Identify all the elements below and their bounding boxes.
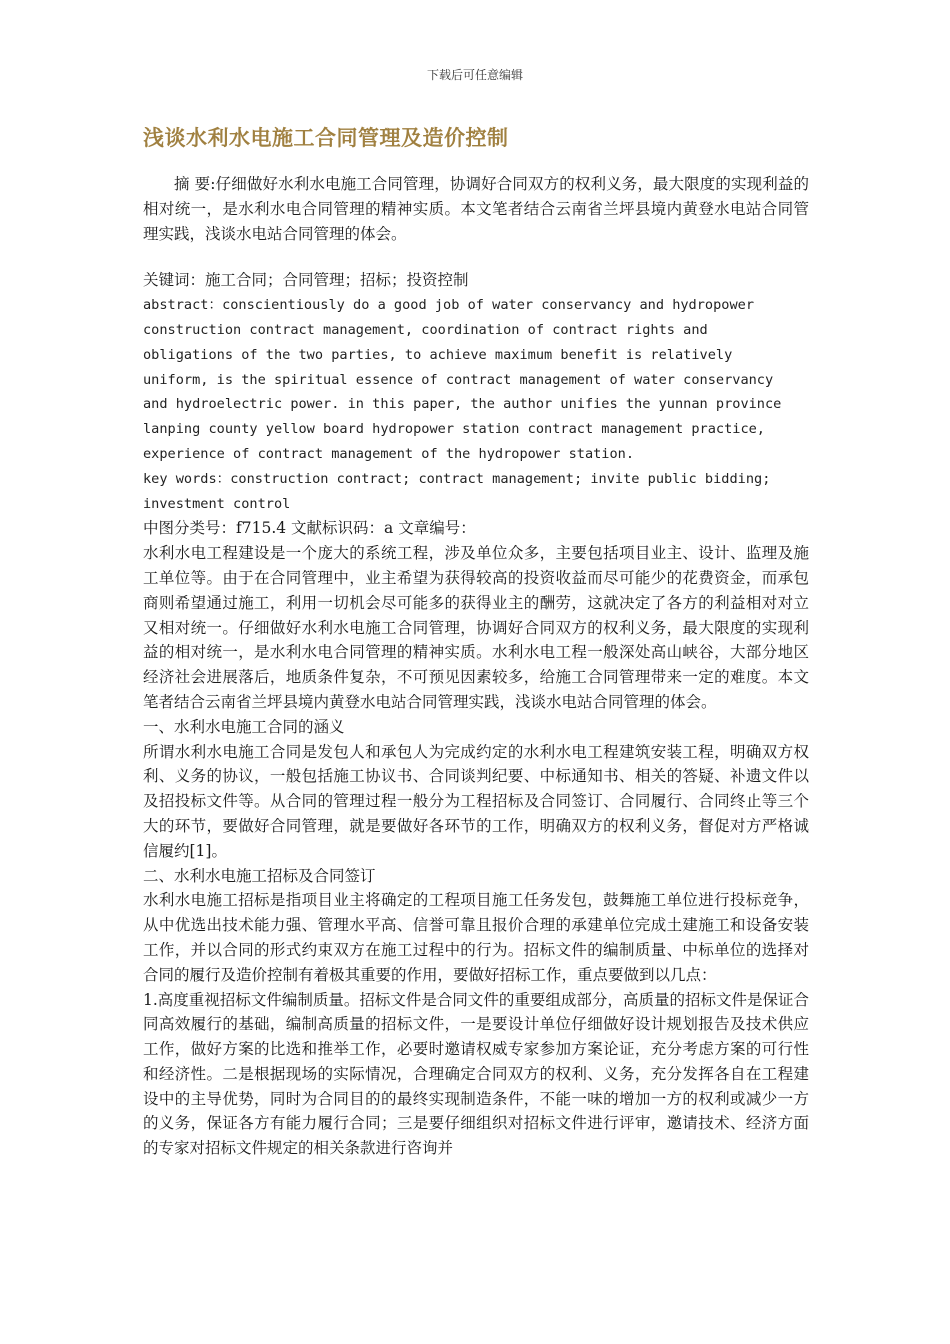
abstract-chinese: 摘 要:仔细做好水利水电施工合同管理，协调好合同双方的权利义务，最大限度的实现利益的相对统一，是水利水电合同管理的精神实质。本文笔者结合云南省兰坪县境内黄登水电站合同管理实践，浅谈水电站合同管理的体会。 [143,175,809,243]
intro-paragraph: 水利水电工程建设是一个庞大的系统工程，涉及单位众多，主要包括项目业主、设计、监理及施工单位等。由于在合同管理中，业主希望为获得较高的投资收益而尽可能少的花费资金，而承包商则希望通过施工，利用一切机会尽可能多的获得业主的酬劳，这就决定了各方的利益相对对立又相对统一。仔细做好水利水电施工合同管理，协调好合同双方的权利义务，最大限度的实现利益的相对统一，是水利水电合同管理的精神实质。水利水电工程一般深处高山峡谷，大部分地区经济社会进展落后，地质条件复杂，不可预见因素较多，给施工合同管理带来一定的难度。本文笔者结合云南省兰坪县境内黄登水电站合同管理实践，浅谈水电站合同管理的体会。 [143,544,809,711]
section-heading-1: 一、水利水电施工合同的涵义 [143,717,345,736]
section-1-paragraph: 所谓水利水电施工合同是发包人和承包人为完成约定的水利水电工程建筑安装工程，明确双方权利、义务的协议，一般包括施工协议书、合同谈判纪要、中标通知书、相关的答疑、补遗文件以及招投标文件等。从合同的管理过程一般分为工程招标及合同签订、合同履行、合同终止等三个大的环节，要做好合同管理，就是要做好各环节的工作，明确双方的权利义务，督促对方严格诚信履约[1]。 [143,742,809,860]
classification-line: 中图分类号：f715.4 文献标识码：a 文章编号： [143,519,476,538]
keywords-english: key words：construction contract; contract management; invite public bidding; investment control [143,470,771,512]
paragraph-spacer [143,246,809,268]
page-header-note: 下载后可任意编辑 [426,68,523,82]
document-title: 浅谈水利水电施工合同管理及造价控制 [143,126,509,150]
abstract-english: abstract：conscientiously do a good job of water conservancy and hydropower construction contract management, coordination of contract rights and obligations of the two parties, to achieve maximum benefit is relatively uniform, is the spiritual essence of contract management of water conservancy and hydroelectric power. in this paper, the author unifies the yunnan province lanping county yellow board hydropower station contract management practice, experience of contract management of the hydropower station. [143,297,782,462]
document-body [143,172,809,1161]
section-2-paragraph: 水利水电施工招标是指项目业主将确定的工程项目施工任务发包，鼓舞施工单位进行投标竞争，从中优选出技术能力强、管理水平高、信誉可靠且报价合理的承建单位完成土建施工和设备安装工作，并以合同的形式约束双方在施工过程中的行为。招标文件的编制质量、中标单位的选择对合同的履行及造价控制有着极其重要的作用，要做好招标工作，重点要做到以几点： [143,891,809,984]
section-2-point-1: 1.高度重视招标文件编制质量。招标文件是合同文件的重要组成部分，高质量的招标文件是保证合同高效履行的基础，编制高质量的招标文件，一是要设计单位仔细做好设计规划报告及技术供应工作，做好方案的比选和推举工作，必要时邀请权威专家参加方案论证，充分考虑方案的可行性和经济性。二是根据现场的实际情况，合理确定合同双方的权利、义务，充分发挥各自在工程建设中的主导优势，同时为合同目的的最终实现制造条件，不能一味的增加一方的权利或减少一方的义务，保证各方有能力履行合同；三是要仔细组织对招标文件进行评审，邀请技术、经济方面的专家对招标文件规定的相关条款进行咨询并 [143,990,809,1158]
keywords-chinese: 关键词：施工合同；合同管理；招标；投资控制 [143,271,469,290]
section-heading-2: 二、水利水电施工招标及合同签订 [143,866,376,885]
